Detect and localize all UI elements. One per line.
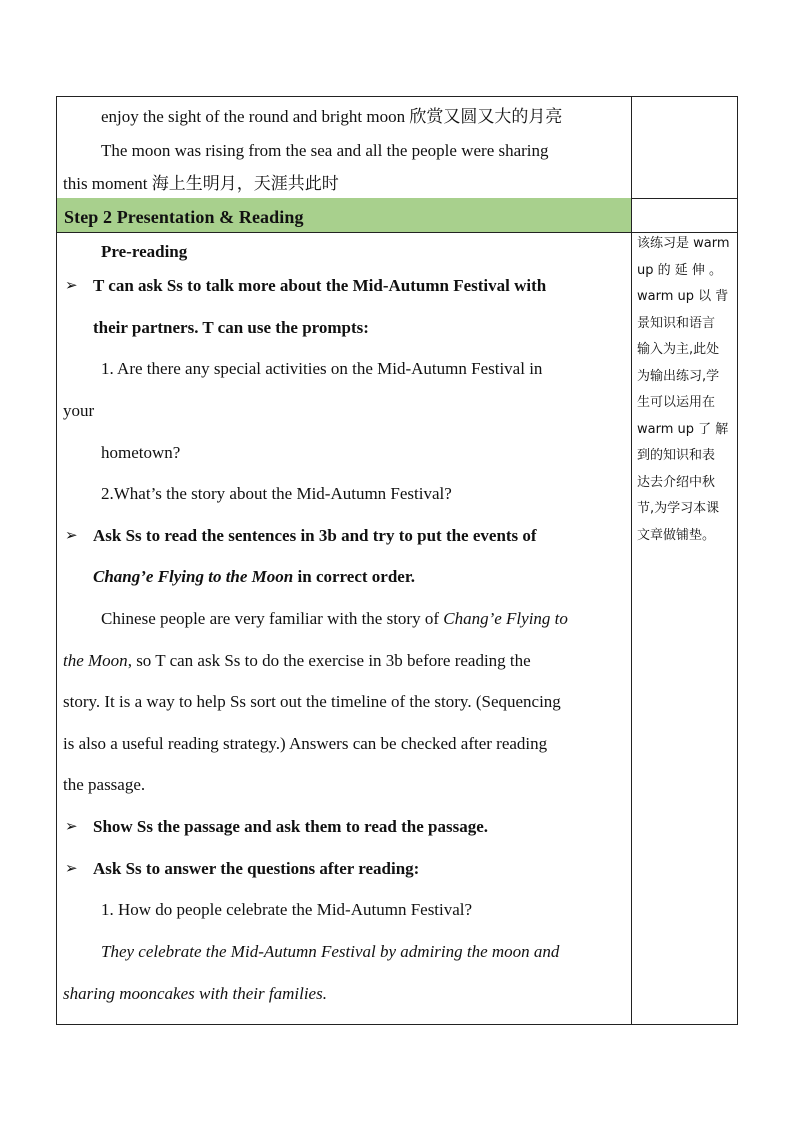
note-line: 达去介绍中秋 xyxy=(637,474,716,490)
paragraph-text: , so T can ask Ss to do the exercise in 3b before reading the xyxy=(127,651,531,670)
section-header-title: Step 2 Presentation & Reading xyxy=(64,207,304,227)
teacher-notes xyxy=(637,231,733,549)
answer-line-1: They celebrate the Mid-Autumn Festival by admiring the moon and xyxy=(101,942,560,961)
intro-line-2: The moon was rising from the sea and all the people were sharing xyxy=(101,141,549,160)
question-1-line-1: 1. Are there any special activities on the Mid-Autumn Festival in xyxy=(101,359,543,378)
arrowhead-bullet-icon: ➢ xyxy=(65,526,78,544)
bullet-3: Show Ss the passage and ask them to read the passage. xyxy=(93,817,488,836)
note-line: 为输出练习,学 xyxy=(637,368,720,384)
arrowhead-bullet-icon: ➢ xyxy=(65,859,78,877)
arrowhead-bullet-icon: ➢ xyxy=(65,276,78,294)
question-3: 1. How do people celebrate the Mid-Autumn Festival? xyxy=(101,900,473,919)
note-line: 输入为主,此处 xyxy=(637,342,720,357)
bullet-2-line-2 xyxy=(93,566,415,588)
paragraph-line-1 xyxy=(101,608,568,630)
paragraph-line-5: the passage. xyxy=(63,775,146,794)
story-title: Chang’e Flying to xyxy=(443,609,568,628)
intro-line-1: enjoy the sight of the round and bright moon 欣赏又圆又大的月亮 xyxy=(101,107,563,126)
question-1-line-2: your xyxy=(63,401,95,420)
note-line: 文章做铺垫。 xyxy=(637,527,716,543)
answer-line-2: sharing mooncakes with their families. xyxy=(63,984,327,1003)
intro-line-3: this moment 海上生明月，天涯共此时 xyxy=(63,174,339,193)
note-line: 景知识和语言 xyxy=(637,315,716,331)
note-line: 节,为学习本课 xyxy=(637,501,720,516)
story-title: the Moon xyxy=(63,651,128,670)
note-line: 该练习是 warm xyxy=(637,236,730,251)
row-divider-header xyxy=(57,232,737,233)
story-title: Chang’e Flying to the Moon xyxy=(93,567,294,586)
column-divider xyxy=(631,97,632,1024)
bullet-4: Ask Ss to answer the questions after reading: xyxy=(93,859,420,878)
paragraph-text: Chinese people are very familiar with the story of xyxy=(101,609,444,628)
question-2: 2.What’s the story about the Mid-Autumn Festival? xyxy=(101,484,452,503)
note-line: 到的知识和表 xyxy=(637,448,716,463)
note-line: up 的 延 伸 。 xyxy=(637,262,723,278)
bullet-1-line-1: T can ask Ss to talk more about the Mid-Autumn Festival with xyxy=(93,276,547,295)
bullet-1-line-2: their partners. T can use the prompts: xyxy=(93,318,369,337)
lesson-plan-table xyxy=(56,96,738,1025)
bullet-2-rest: in correct order. xyxy=(293,567,416,586)
paragraph-line-2 xyxy=(63,650,531,672)
pre-reading-label: Pre-reading xyxy=(101,242,188,261)
note-line: 生可以运用在 xyxy=(637,395,716,410)
section-header xyxy=(57,198,631,232)
question-1-line-3: hometown? xyxy=(101,443,181,462)
arrowhead-bullet-icon: ➢ xyxy=(65,817,78,835)
note-line: warm up 了 解 xyxy=(637,421,729,437)
note-line: warm up 以 背 xyxy=(637,289,729,304)
paragraph-line-4: is also a useful reading strategy.) Answers can be checked after reading xyxy=(63,734,548,753)
paragraph-line-3: story. It is a way to help Ss sort out the timeline of the story. (Sequencing xyxy=(63,692,561,711)
bullet-2-line-1: Ask Ss to read the sentences in 3b and try to put the events of xyxy=(93,526,537,545)
